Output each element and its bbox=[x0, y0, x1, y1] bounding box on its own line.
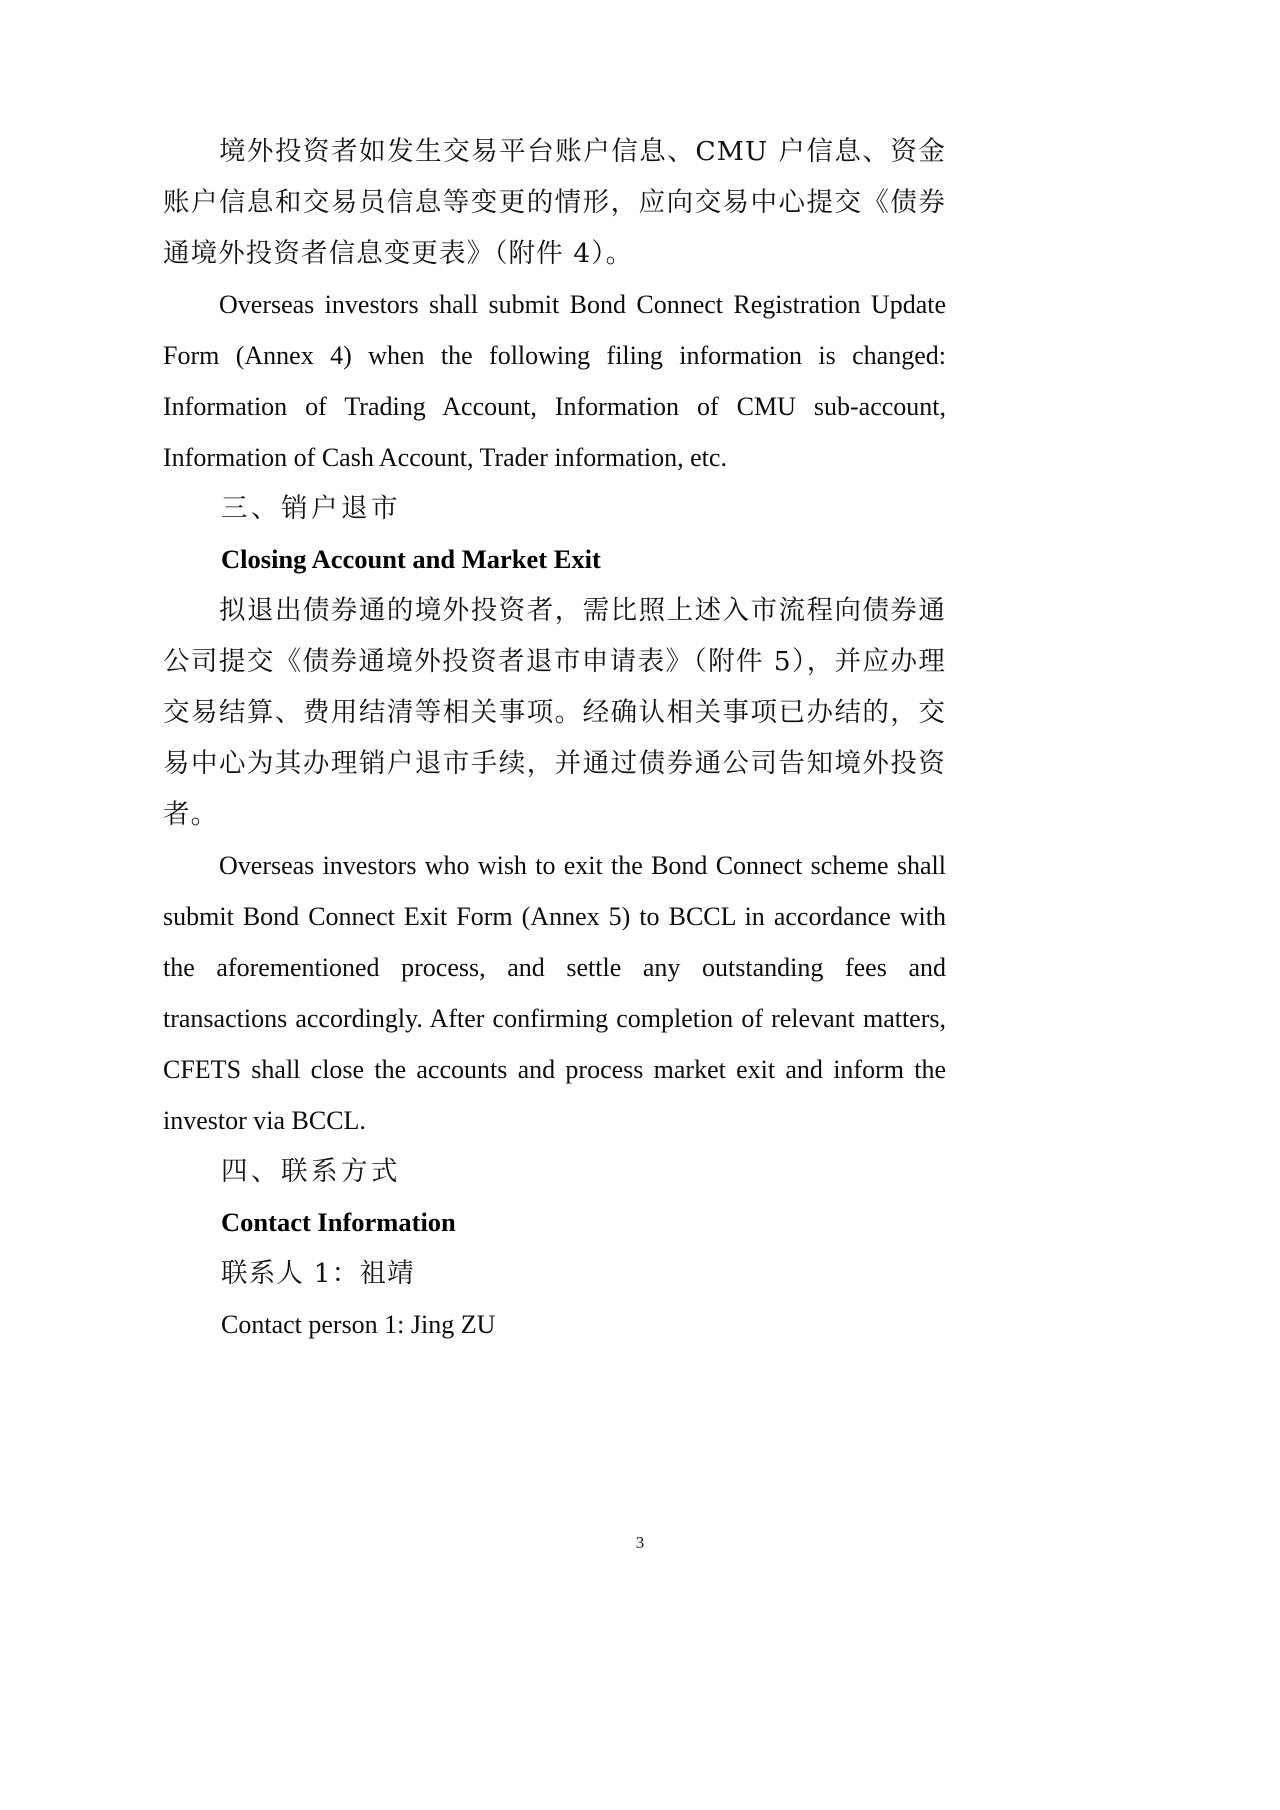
section-heading-contact-information-en: Contact Information bbox=[221, 1207, 456, 1237]
paragraph-registration-update-en: Overseas investors shall submit Bond Connect Registration Update Form (Annex 4) when the following filing information is changed: Information of Trading Account, Information of CMU sub-account, Information of Cash Account, Trader information, etc. bbox=[163, 290, 946, 472]
paragraph-registration-update-cn: 境外投资者如发生交易平台账户信息、CMU 户信息、资金账户信息和交易员信息等变更的情形，应向交易中心提交《债券通境外投资者信息变更表》（附件 4）。 bbox=[163, 136, 946, 269]
contact-person-1-en: Contact person 1: Jing ZU bbox=[221, 1310, 496, 1339]
paragraph-market-exit-en: Overseas investors who wish to exit the Bond Connect scheme shall submit Bond Connect Exit Form (Annex 5) to BCCL in accordance with the aforementioned process, and settle any outstanding fees and transactions accordingly. After confirming completion of relevant matters, CFETS shall close the accounts and process market exit and inform the investor via BCCL. bbox=[163, 851, 946, 1135]
paragraph-market-exit-cn: 拟退出债券通的境外投资者，需比照上述入市流程向债券通公司提交《债券通境外投资者退市申请表》（附件 5），并应办理交易结算、费用结清等相关事项。经确认相关事项已办结的，交易中心为其办理销户退市手续，并通过债券通公司告知境外投资者。 bbox=[163, 595, 946, 830]
page-content-body bbox=[163, 126, 946, 1350]
section-heading-contact-information-cn: 四、联系方式 bbox=[221, 1156, 401, 1187]
contact-person-1-cn: 联系人 1：祖靖 bbox=[221, 1258, 415, 1289]
section-heading-closing-account-en: Closing Account and Market Exit bbox=[221, 544, 601, 574]
section-heading-closing-account-cn: 三、销户退市 bbox=[221, 493, 401, 524]
page-number-footer: 3 bbox=[635, 1533, 645, 1552]
